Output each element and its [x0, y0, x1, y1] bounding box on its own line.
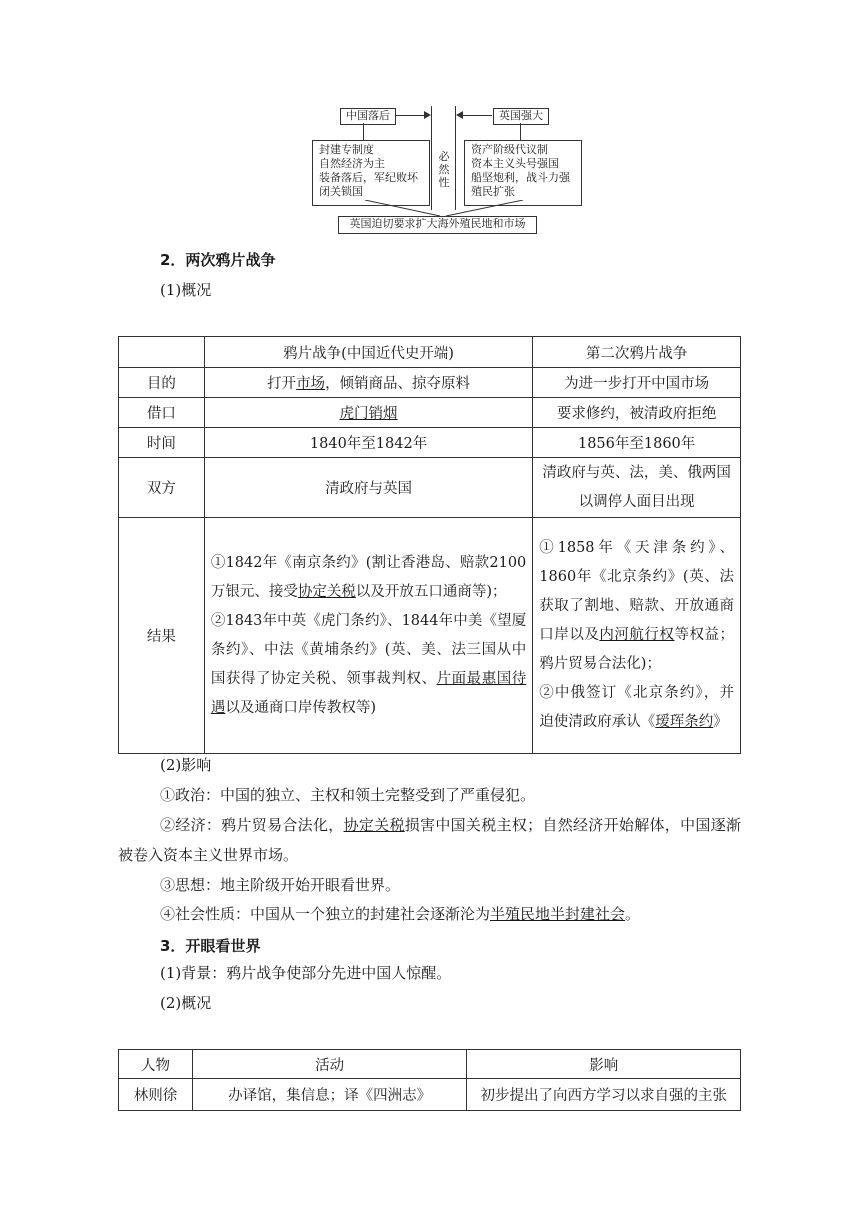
first-war-pretext: [204, 398, 532, 428]
header-second-war: 第二次鸦片战争: [533, 337, 741, 368]
china-backward-box: [340, 108, 396, 125]
china-backward-label: 中国落后: [346, 109, 390, 122]
impact-cell: 初步提出了向西方学习以求自强的主张: [467, 1079, 741, 1111]
section-3-overview: (2)概况: [160, 994, 212, 1012]
first-war-time: 1840年至1842年: [204, 428, 532, 458]
text-segment: ①1858年《天津条约》、1860年《北京条约》(英、法获取了割地、赔款、开放通商口岸以及: [539, 540, 734, 643]
britain-detail-line: 殖民扩张: [471, 185, 515, 198]
britain-detail-line: 资本主义头号强国: [471, 157, 559, 170]
result-item: [539, 679, 734, 737]
text-segment: ①1842年《南京条约》(割让香港岛、赔款2100万银元、接受: [210, 554, 527, 600]
section-3-heading: 3．开眼看世界: [160, 937, 261, 955]
impact-thought: ③思想：地主阶级开始开眼看世界。: [160, 876, 401, 894]
result-item: [211, 607, 526, 723]
second-war-pretext: 要求修约，被清政府拒绝: [533, 398, 741, 428]
text-segment: ②中俄签订《北京条约》，并迫使清政府承认《: [539, 685, 734, 730]
right-connector: [462, 115, 492, 116]
inevitability-char: 必: [438, 150, 450, 163]
left-connector: [395, 115, 425, 116]
table-row: [119, 518, 741, 754]
header-person: 人物: [119, 1050, 193, 1079]
arrow-left-icon: [456, 111, 463, 119]
impact-political: ①政治：中国的独立、主权和领土完整受到了严重侵犯。: [160, 786, 536, 804]
table-header-row: [119, 337, 741, 368]
britain-strong-label: 英国强大: [499, 109, 543, 122]
underlined-key-term: 虎门销烟: [339, 406, 398, 422]
text-segment: 》: [713, 714, 728, 730]
underlined-key-term: 市场: [296, 376, 326, 392]
text-segment: 。: [625, 905, 641, 923]
china-details-connector: [363, 123, 364, 140]
text-segment: ②经济：鸦片贸易合法化，: [160, 816, 344, 834]
britain-strong-box: [493, 108, 549, 125]
arrow-right-icon: [424, 111, 431, 119]
second-war-parties: 清政府与英、法，美、俄两国以调停人面目出现: [533, 458, 741, 518]
china-detail-line: 封建专制度: [319, 143, 374, 156]
table-row: [119, 398, 741, 428]
underlined-key-term: 协定关税: [343, 816, 405, 834]
impact-economic: [118, 810, 741, 870]
open-eyes-table: [118, 1049, 741, 1111]
britain-detail-line: 船坚炮利，战斗力强: [471, 171, 570, 184]
left-vertical-line: [431, 106, 432, 210]
text-segment: 等权益；鸦片贸易合法化)；: [539, 627, 735, 672]
text-segment: 损害中国关税主权；自然经济开始解体，中国逐渐被卷入资本主义世界市场。: [118, 816, 741, 864]
header-empty-cell: [119, 337, 205, 368]
china-detail-line: 闭关锁国: [319, 185, 363, 198]
text-segment: 以及通商口岸传教权等): [225, 699, 377, 716]
underlined-key-term: 协定关税: [297, 583, 356, 600]
china-detail-line: 自然经济为主: [319, 157, 385, 170]
row-label: 双方: [119, 458, 205, 518]
row-label: 结果: [119, 518, 205, 754]
first-war-parties: 清政府与英国: [204, 458, 532, 518]
person-cell: 林则徐: [119, 1079, 193, 1111]
impact-social: [160, 899, 640, 929]
header-first-war: 鸦片战争(中国近代史开端): [204, 337, 532, 368]
underlined-key-term: 片面最惠国待遇: [210, 670, 527, 716]
section-3-background: (1)背景：鸦片战争使部分先进中国人惊醒。: [160, 964, 452, 982]
text-segment: ②1843年中英《虎门条约》、1844年中美《望厦条约》、中法《黄埔条约》(英、美、法三国从中国获得了协定关税、领事裁判权、: [210, 612, 527, 687]
britain-details-box: [464, 140, 582, 206]
header-activity: 活动: [192, 1050, 467, 1079]
second-war-time: 1856年至1860年: [533, 428, 741, 458]
text-segment: ④社会性质：中国从一个独立的封建社会逐渐沦为: [160, 905, 491, 923]
first-war-result: [204, 518, 532, 754]
table-row: [119, 368, 741, 398]
opium-wars-table: [118, 336, 741, 754]
second-war-result: [533, 518, 741, 754]
inevitability-char: 然: [438, 163, 450, 176]
activity-cell: 办译馆，集信息；译《四洲志》: [192, 1079, 467, 1111]
table-row: [119, 428, 741, 458]
row-label: 时间: [119, 428, 205, 458]
result-label: 英国迫切要求扩大海外殖民地和市场: [349, 217, 526, 230]
table-row: [119, 1079, 741, 1111]
result-item: [211, 549, 526, 607]
text-segment: 打开: [267, 376, 297, 392]
header-impact: 影响: [467, 1050, 741, 1079]
row-label: 借口: [119, 398, 205, 428]
text-segment: 以及开放五口通商等)；: [355, 583, 507, 600]
underlined-key-term: 半殖民地半封建社会: [490, 905, 626, 923]
britain-detail-line: 资产阶级代议制: [471, 143, 548, 156]
inevitability-char: 性: [438, 176, 450, 189]
impact-subheading: (2)影响: [160, 756, 212, 774]
second-war-purpose: 为进一步打开中国市场: [533, 368, 741, 398]
result-box: [338, 216, 537, 234]
china-details-box: [312, 140, 430, 206]
first-war-purpose: [204, 368, 532, 398]
britain-details-connector: [520, 123, 521, 140]
section-2-heading: 2．两次鸦片战争: [160, 251, 276, 269]
table-header-row: [119, 1050, 741, 1079]
right-vertical-line: [455, 106, 456, 210]
inevitability-label: [435, 150, 453, 189]
underlined-key-term: 内河航行权: [599, 627, 675, 643]
underlined-key-term: 瑷珲条约: [655, 714, 714, 730]
table-row: [119, 458, 741, 518]
china-detail-line: 装备落后，军纪败坏: [319, 171, 418, 184]
text-segment: ，倾销商品、掠夺原料: [325, 376, 471, 392]
result-item: [539, 534, 734, 679]
row-label: 目的: [119, 368, 205, 398]
overview-subheading: (1)概况: [160, 281, 212, 299]
